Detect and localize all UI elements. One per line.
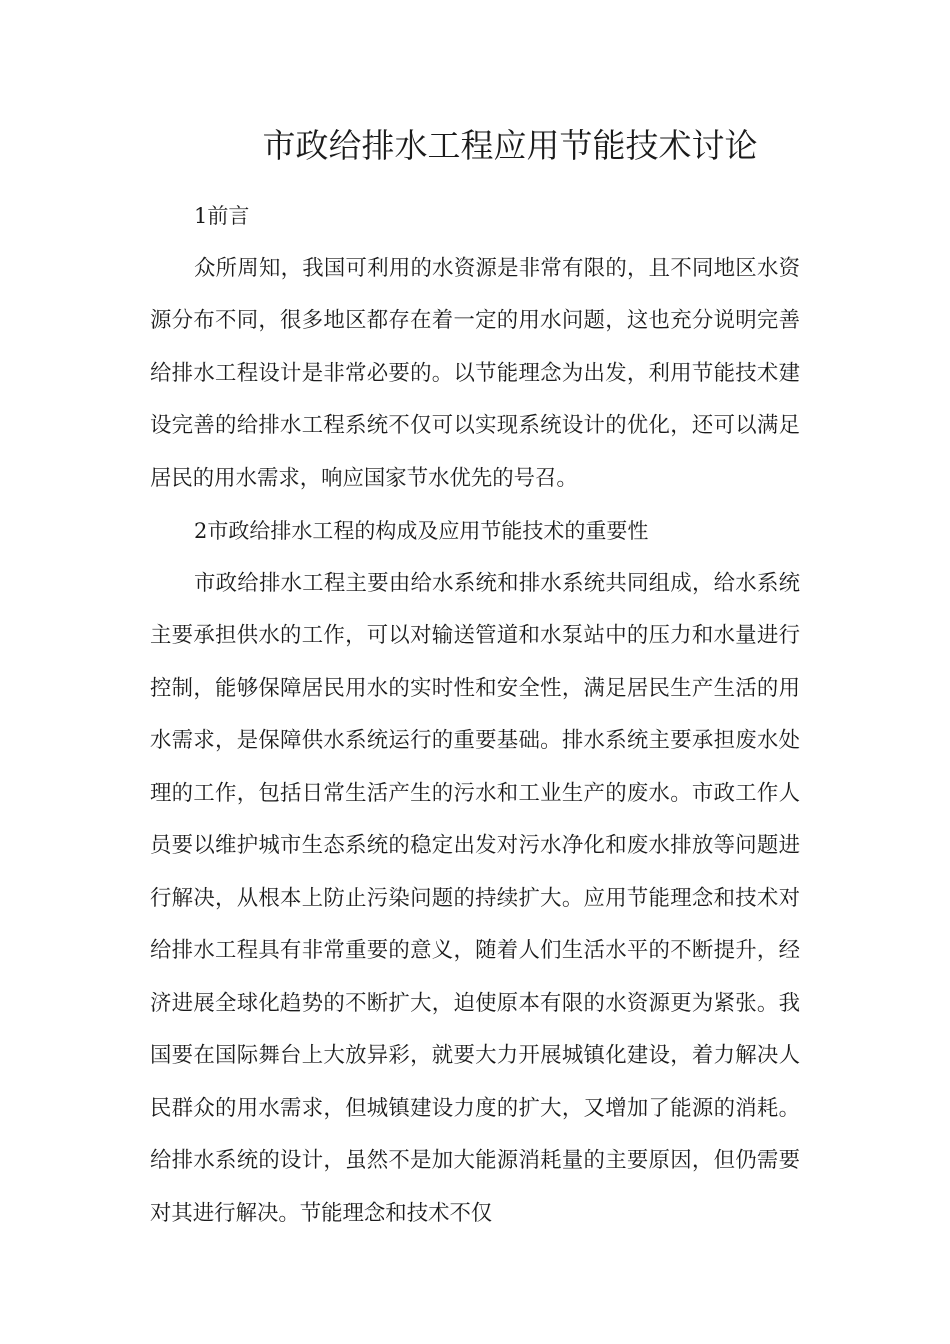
section-1-paragraph-1: 众所周知，我国可利用的水资源是非常有限的，且不同地区水资源分布不同，很多地区都存在着一定的用水问题，这也充分说明完善给排水工程设计是非常必要的。以节能理念为出发，利用节能技术建设完善的给排水工程系统不仅可以实现系统设计的优化，还可以满足居民的用水需求，响应国家节水优先的号召。	[150, 255, 800, 491]
document-body	[150, 190, 800, 1240]
section-heading-1: 1前言	[194, 204, 250, 228]
section-heading-2: 2市政给排水工程的构成及应用节能技术的重要性	[194, 519, 649, 543]
document-title: 市政给排水工程应用节能技术讨论	[262, 126, 758, 165]
section-2-paragraph-1: 市政给排水工程主要由给水系统和排水系统共同组成，给水系统主要承担供水的工作，可以对输送管道和水泵站中的压力和水量进行控制，能够保障居民用水的实时性和安全性，满足居民生产生活的用水需求，是保障供水系统运行的重要基础。排水系统主要承担废水处理的工作，包括日常生活产生的污水和工业生产的废水。市政工作人员要以维护城市生态系统的稳定出发对污水净化和废水排放等问题进行解决，从根本上防止污染问题的持续扩大。应用节能理念和技术对给排水工程具有非常重要的意义，随着人们生活水平的不断提升，经济进展全球化趋势的不断扩大，迫使原本有限的水资源更为紧张。我国要在国际舞台上大放异彩，就要大力开展城镇化建设，着力解决人民群众的用水需求，但城镇建设力度的扩大，又增加了能源的消耗。给排水系统的设计，虽然不是加大能源消耗量的主要原因，但仍需要对其进行解决。节能理念和技术不仅	[150, 570, 800, 1226]
